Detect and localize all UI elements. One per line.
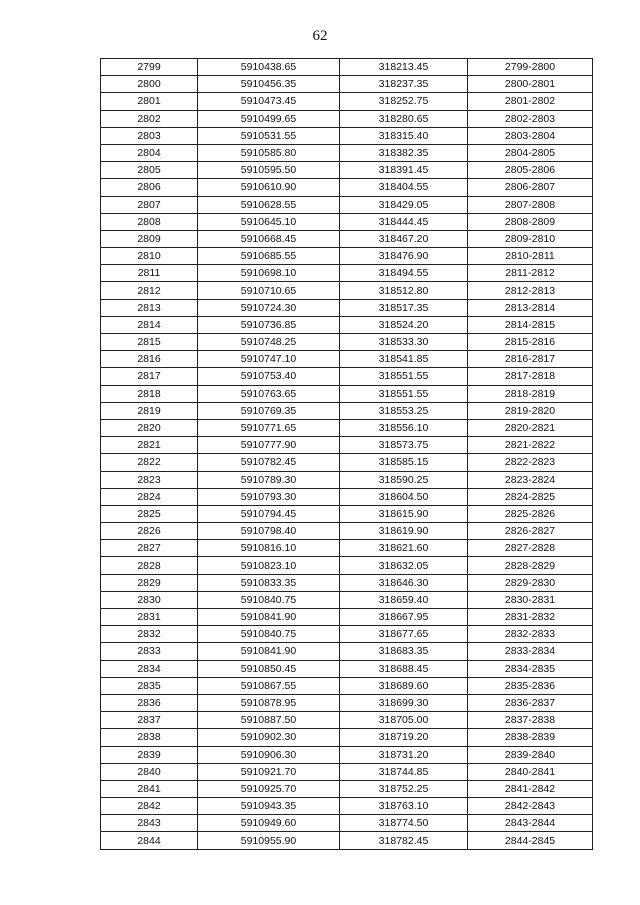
point-number-cell: 2800 [101,76,198,93]
point-number-cell: 2834 [101,660,198,677]
segment-cell: 2826-2827 [468,523,593,540]
table-row [101,179,593,196]
point-number-cell: 2805 [101,162,198,179]
x-coordinate-cell: 5910782.45 [198,454,340,471]
segment-cell: 2812-2813 [468,282,593,299]
table-row [101,385,593,402]
y-coordinate-cell: 318517.35 [340,299,468,316]
point-number-cell: 2831 [101,609,198,626]
point-number-cell: 2820 [101,419,198,436]
x-coordinate-cell: 5910921.70 [198,763,340,780]
y-coordinate-cell: 318444.45 [340,213,468,230]
point-number-cell: 2815 [101,334,198,351]
table-row [101,505,593,522]
table-row [101,677,593,694]
point-number-cell: 2822 [101,454,198,471]
y-coordinate-cell: 318429.05 [340,196,468,213]
point-number-cell: 2824 [101,488,198,505]
segment-cell: 2830-2831 [468,591,593,608]
segment-cell: 2819-2820 [468,402,593,419]
table-row [101,419,593,436]
table-row [101,265,593,282]
segment-cell: 2800-2801 [468,76,593,93]
point-number-cell: 2841 [101,780,198,797]
x-coordinate-cell: 5910878.95 [198,694,340,711]
point-number-cell: 2813 [101,299,198,316]
point-number-cell: 2811 [101,265,198,282]
y-coordinate-cell: 318585.15 [340,454,468,471]
segment-cell: 2801-2802 [468,93,593,110]
table-row [101,523,593,540]
y-coordinate-cell: 318541.85 [340,351,468,368]
y-coordinate-cell: 318646.30 [340,574,468,591]
segment-cell: 2842-2843 [468,798,593,815]
x-coordinate-cell: 5910794.45 [198,505,340,522]
x-coordinate-cell: 5910833.35 [198,574,340,591]
table-row [101,729,593,746]
x-coordinate-cell: 5910710.65 [198,282,340,299]
point-number-cell: 2801 [101,93,198,110]
table-row [101,763,593,780]
table-row [101,76,593,93]
point-number-cell: 2837 [101,712,198,729]
point-number-cell: 2838 [101,729,198,746]
y-coordinate-cell: 318619.90 [340,523,468,540]
x-coordinate-cell: 5910747.10 [198,351,340,368]
x-coordinate-cell: 5910698.10 [198,265,340,282]
y-coordinate-cell: 318782.45 [340,832,468,849]
table-row [101,248,593,265]
table-row [101,144,593,161]
table-row [101,540,593,557]
table-row [101,815,593,832]
point-number-cell: 2806 [101,179,198,196]
table-row [101,591,593,608]
x-coordinate-cell: 5910793.30 [198,488,340,505]
x-coordinate-cell: 5910955.90 [198,832,340,849]
x-coordinate-cell: 5910456.35 [198,76,340,93]
y-coordinate-cell: 318615.90 [340,505,468,522]
point-number-cell: 2836 [101,694,198,711]
segment-cell: 2820-2821 [468,419,593,436]
x-coordinate-cell: 5910841.90 [198,643,340,660]
y-coordinate-cell: 318632.05 [340,557,468,574]
x-coordinate-cell: 5910771.65 [198,419,340,436]
y-coordinate-cell: 318524.20 [340,316,468,333]
y-coordinate-cell: 318763.10 [340,798,468,815]
y-coordinate-cell: 318551.55 [340,368,468,385]
x-coordinate-cell: 5910841.90 [198,609,340,626]
y-coordinate-cell: 318494.55 [340,265,468,282]
y-coordinate-cell: 318382.35 [340,144,468,161]
table-row [101,351,593,368]
segment-cell: 2815-2816 [468,334,593,351]
point-number-cell: 2812 [101,282,198,299]
table-row [101,162,593,179]
segment-cell: 2834-2835 [468,660,593,677]
segment-cell: 2810-2811 [468,248,593,265]
table-row [101,712,593,729]
x-coordinate-cell: 5910887.50 [198,712,340,729]
y-coordinate-cell: 318744.85 [340,763,468,780]
y-coordinate-cell: 318553.25 [340,402,468,419]
segment-cell: 2829-2830 [468,574,593,591]
point-number-cell: 2817 [101,368,198,385]
segment-cell: 2835-2836 [468,677,593,694]
x-coordinate-cell: 5910473.45 [198,93,340,110]
segment-cell: 2818-2819 [468,385,593,402]
table-row [101,798,593,815]
table-row [101,609,593,626]
table-row [101,437,593,454]
segment-cell: 2821-2822 [468,437,593,454]
table-row [101,59,593,76]
point-number-cell: 2808 [101,213,198,230]
point-number-cell: 2835 [101,677,198,694]
point-number-cell: 2802 [101,110,198,127]
point-number-cell: 2833 [101,643,198,660]
point-number-cell: 2816 [101,351,198,368]
y-coordinate-cell: 318667.95 [340,609,468,626]
point-number-cell: 2803 [101,127,198,144]
x-coordinate-cell: 5910789.30 [198,471,340,488]
table-row [101,368,593,385]
point-number-cell: 2844 [101,832,198,849]
segment-cell: 2806-2807 [468,179,593,196]
segment-cell: 2825-2826 [468,505,593,522]
x-coordinate-cell: 5910685.55 [198,248,340,265]
y-coordinate-cell: 318752.25 [340,780,468,797]
point-number-cell: 2840 [101,763,198,780]
segment-cell: 2813-2814 [468,299,593,316]
x-coordinate-cell: 5910585.80 [198,144,340,161]
y-coordinate-cell: 318391.45 [340,162,468,179]
y-coordinate-cell: 318677.65 [340,626,468,643]
x-coordinate-cell: 5910763.65 [198,385,340,402]
y-coordinate-cell: 318237.35 [340,76,468,93]
x-coordinate-cell: 5910628.55 [198,196,340,213]
table-row [101,299,593,316]
y-coordinate-cell: 318689.60 [340,677,468,694]
segment-cell: 2814-2815 [468,316,593,333]
segment-cell: 2807-2808 [468,196,593,213]
point-number-cell: 2843 [101,815,198,832]
point-number-cell: 2829 [101,574,198,591]
point-number-cell: 2823 [101,471,198,488]
segment-cell: 2827-2828 [468,540,593,557]
point-number-cell: 2825 [101,505,198,522]
table-row [101,471,593,488]
table-row [101,454,593,471]
x-coordinate-cell: 5910850.45 [198,660,340,677]
point-number-cell: 2804 [101,144,198,161]
segment-cell: 2833-2834 [468,643,593,660]
x-coordinate-cell: 5910798.40 [198,523,340,540]
point-number-cell: 2809 [101,230,198,247]
table-row [101,282,593,299]
segment-cell: 2803-2804 [468,127,593,144]
segment-cell: 2802-2803 [468,110,593,127]
x-coordinate-cell: 5910816.10 [198,540,340,557]
segment-cell: 2805-2806 [468,162,593,179]
table-row [101,488,593,505]
table-row [101,196,593,213]
table-row [101,334,593,351]
point-number-cell: 2832 [101,626,198,643]
table-row [101,127,593,144]
segment-cell: 2831-2832 [468,609,593,626]
segment-cell: 2809-2810 [468,230,593,247]
table-row [101,316,593,333]
table-row [101,694,593,711]
segment-cell: 2828-2829 [468,557,593,574]
point-number-cell: 2807 [101,196,198,213]
y-coordinate-cell: 318213.45 [340,59,468,76]
point-number-cell: 2830 [101,591,198,608]
segment-cell: 2824-2825 [468,488,593,505]
point-number-cell: 2810 [101,248,198,265]
y-coordinate-cell: 318705.00 [340,712,468,729]
y-coordinate-cell: 318774.50 [340,815,468,832]
y-coordinate-cell: 318688.45 [340,660,468,677]
x-coordinate-cell: 5910724.30 [198,299,340,316]
table-row [101,230,593,247]
x-coordinate-cell: 5910595.50 [198,162,340,179]
point-number-cell: 2826 [101,523,198,540]
x-coordinate-cell: 5910840.75 [198,591,340,608]
x-coordinate-cell: 5910777.90 [198,437,340,454]
y-coordinate-cell: 318556.10 [340,419,468,436]
y-coordinate-cell: 318467.20 [340,230,468,247]
point-number-cell: 2839 [101,746,198,763]
table-row [101,213,593,230]
y-coordinate-cell: 318731.20 [340,746,468,763]
point-number-cell: 2819 [101,402,198,419]
coordinates-table-body [101,59,593,850]
segment-cell: 2832-2833 [468,626,593,643]
segment-cell: 2841-2842 [468,780,593,797]
point-number-cell: 2818 [101,385,198,402]
table-row [101,557,593,574]
x-coordinate-cell: 5910949.60 [198,815,340,832]
segment-cell: 2838-2839 [468,729,593,746]
table-row [101,746,593,763]
x-coordinate-cell: 5910668.45 [198,230,340,247]
y-coordinate-cell: 318683.35 [340,643,468,660]
segment-cell: 2839-2840 [468,746,593,763]
x-coordinate-cell: 5910840.75 [198,626,340,643]
coordinates-table [100,58,593,850]
table-row [101,626,593,643]
segment-cell: 2840-2841 [468,763,593,780]
y-coordinate-cell: 318476.90 [340,248,468,265]
point-number-cell: 2842 [101,798,198,815]
y-coordinate-cell: 318280.65 [340,110,468,127]
table-row [101,780,593,797]
segment-cell: 2822-2823 [468,454,593,471]
point-number-cell: 2828 [101,557,198,574]
segment-cell: 2799-2800 [468,59,593,76]
point-number-cell: 2814 [101,316,198,333]
table-row [101,574,593,591]
x-coordinate-cell: 5910943.35 [198,798,340,815]
y-coordinate-cell: 318699.30 [340,694,468,711]
page-number: 62 [312,28,328,44]
segment-cell: 2844-2845 [468,832,593,849]
table-row [101,660,593,677]
x-coordinate-cell: 5910610.90 [198,179,340,196]
table-row [101,110,593,127]
table-row [101,402,593,419]
x-coordinate-cell: 5910925.70 [198,780,340,797]
x-coordinate-cell: 5910499.65 [198,110,340,127]
table-row [101,643,593,660]
segment-cell: 2843-2844 [468,815,593,832]
x-coordinate-cell: 5910823.10 [198,557,340,574]
point-number-cell: 2821 [101,437,198,454]
x-coordinate-cell: 5910902.30 [198,729,340,746]
y-coordinate-cell: 318551.55 [340,385,468,402]
y-coordinate-cell: 318719.20 [340,729,468,746]
point-number-cell: 2827 [101,540,198,557]
segment-cell: 2804-2805 [468,144,593,161]
x-coordinate-cell: 5910769.35 [198,402,340,419]
segment-cell: 2808-2809 [468,213,593,230]
x-coordinate-cell: 5910753.40 [198,368,340,385]
point-number-cell: 2799 [101,59,198,76]
segment-cell: 2836-2837 [468,694,593,711]
y-coordinate-cell: 318315.40 [340,127,468,144]
segment-cell: 2837-2838 [468,712,593,729]
y-coordinate-cell: 318512.80 [340,282,468,299]
x-coordinate-cell: 5910531.55 [198,127,340,144]
y-coordinate-cell: 318252.75 [340,93,468,110]
x-coordinate-cell: 5910438.65 [198,59,340,76]
table-row [101,93,593,110]
x-coordinate-cell: 5910867.55 [198,677,340,694]
segment-cell: 2816-2817 [468,351,593,368]
x-coordinate-cell: 5910736.85 [198,316,340,333]
y-coordinate-cell: 318404.55 [340,179,468,196]
y-coordinate-cell: 318604.50 [340,488,468,505]
segment-cell: 2817-2818 [468,368,593,385]
y-coordinate-cell: 318590.25 [340,471,468,488]
y-coordinate-cell: 318533.30 [340,334,468,351]
y-coordinate-cell: 318659.40 [340,591,468,608]
y-coordinate-cell: 318621.60 [340,540,468,557]
x-coordinate-cell: 5910748.25 [198,334,340,351]
segment-cell: 2811-2812 [468,265,593,282]
segment-cell: 2823-2824 [468,471,593,488]
y-coordinate-cell: 318573.75 [340,437,468,454]
table-row [101,832,593,849]
x-coordinate-cell: 5910645.10 [198,213,340,230]
x-coordinate-cell: 5910906.30 [198,746,340,763]
